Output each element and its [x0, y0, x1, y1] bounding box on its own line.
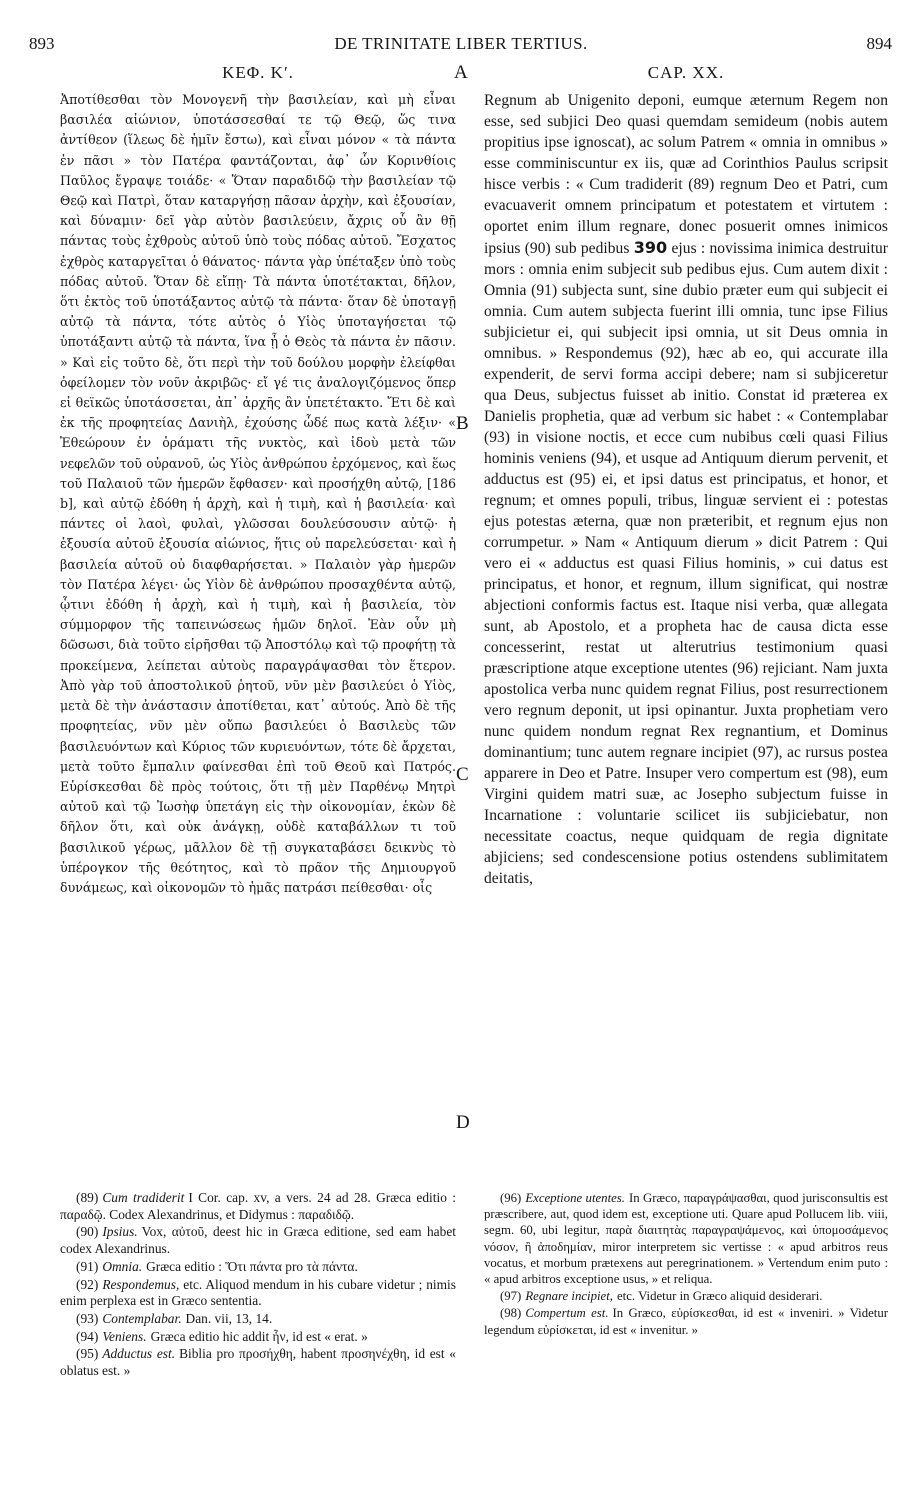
- footnote: [60, 1259, 456, 1276]
- footnote-lemma: Exceptione utentes.: [525, 1191, 625, 1205]
- footnote-number: (96): [500, 1191, 522, 1205]
- margin-letter-d: D: [456, 1112, 470, 1133]
- footnote: [60, 1329, 456, 1346]
- footnote-text: etc. Aliquod mendum in his cubare videtur ; nimis enim perplexa est in Græco sententia.: [60, 1276, 456, 1309]
- footnote-number: (90): [76, 1224, 99, 1240]
- footnote-text: Vox, αὐτοῦ, deest hic in Græca editione, sed eam habet codex Alexandrinus.: [60, 1224, 456, 1257]
- footnote-lemma: Compertum est.: [525, 1306, 609, 1321]
- footnote: [484, 1288, 888, 1304]
- margin-letter-b: B: [456, 413, 469, 434]
- footnote: [60, 1190, 456, 1223]
- footnote-number: (93): [76, 1310, 99, 1326]
- page-number-left: 893: [29, 34, 55, 53]
- footnote: [60, 1346, 456, 1379]
- footnote-lemma: Contemplabar.: [102, 1310, 182, 1326]
- latin-chapter-heading: CAP. XX.: [647, 63, 725, 82]
- footnote-lemma: Adductus est.: [102, 1346, 176, 1362]
- footnote-lemma: Cum tradiderit: [102, 1190, 185, 1205]
- footnote-text: Dan. vii, 13, 14.: [185, 1310, 273, 1326]
- footnote: [60, 1277, 456, 1310]
- footnote-text: Græca editio : Ὅτι πάντα pro τὰ πάντα.: [146, 1258, 358, 1274]
- running-header: [0, 34, 922, 54]
- footnote-text: I Cor. cap. xv, a vers. 24 ad 28. Græca editio : παραδῷ. Codex Alexandrinus, et Didymus : παραδιδῷ.: [60, 1190, 456, 1222]
- greek-text: Ἀποτίθεσθαι τὸν Μονογενῆ τὴν βασιλείαν, καὶ μὴ εἶναι βασιλέα αἰώνιον, ὑποτάσσεσθαί τε τῷ Θεῷ, ὥς τινα ἀντίθεον (ἵλεως δὲ ἡμῖν ἔστω), καὶ εἶναι μόνον « τὰ πάντα ἐν πᾶσι » τὸν Πατέρα φαντάζονται, ἀφ᾽ ὧν Κορινθίοις Παῦλος ἔγραψε τοιάδε· « Ὅταν παραδιδῷ τὴν βασιλείαν τῷ Θεῷ καὶ Πατρὶ, ὅταν καταργήσῃ πᾶσαν ἀρχὴν, καὶ ἐξουσίαν, καὶ δύναμιν· δεῖ γὰρ αὐτὸν βασιλεύειν, ἄχρις οὗ ἂν θῇ πάντας τοὺς ἐχθροὺς αὐτοῦ ὑπὸ τοὺς πόδας αὐτοῦ. Ἔσχατος ἐχθρὸς καταργεῖται ὁ θάνατος· πάντα γὰρ ὑπέταξεν ὑπὸ τοὺς πόδας αὐτοῦ. Ὅταν δὲ εἴπῃ· Τὰ πάντα ὑποτέτακται, δῆλον, ὅτι ἐκτὸς τοῦ ὑποτάξαντος αὐτῷ τὰ πάντα· ὅταν δὲ ὑποταγῇ αὐτῷ τὰ πάντα, τότε αὐτὸς ὁ Υἱὸς ὑποταγήσεται τῷ ὑποτάξαντι αὐτῷ τὰ πάντα, ἵνα ᾖ ὁ Θεὸς τὰ πάντα ἐν πᾶσιν. » Καὶ εἰς τοῦτο δὲ, ὅτι περὶ τὴν τοῦ δούλου μορφὴν ἐλείφθαι ὀφείλομεν τὸν νοῦν ἀκριβῶς· εἴ γέ τις ἀναλογιζόμενος ὅπερ εἰ θεϊκῶς ὑποτάσσεται, ἀπ᾽ ἀρχῆς ἂν ὑπετέτακτο. Ἔτι δὲ καὶ ἐκ τῆς προφητείας Δανιὴλ, ἐχούσης ὧδέ πως κατὰ λέξιν· « Ἐθεώρουν ἐν ὁράματι τῆς νυκτὸς, καὶ ἰδοὺ μετὰ τῶν νεφελῶν τοῦ οὐρανοῦ, ὡς Υἱὸς ἀνθρώπου ἐρχόμενος, καὶ ἕως τοῦ Παλαιοῦ τῶν ἡμερῶν ἔφθασεν· καὶ προσήχθη αὐτῷ, [186 b], καὶ αὐτῷ ἐδόθη ἡ ἀρχὴ, καὶ ἡ τιμὴ, καὶ ἡ βασιλεία· καὶ πάντες οἱ λαοὶ, φυλαὶ, γλῶσσαι δουλεύσουσιν αὐτῷ· ἡ ἐξουσία αὐτοῦ ἐξουσία αἰώνιος, ἥτις οὐ παρελεύσεται· καὶ ἡ βασιλεία αὐτοῦ οὐ διαφθαρήσεται. » Παλαιὸν γὰρ ἡμερῶν τὸν Πατέρα λέγει· ὡς Υἱὸν δὲ ἀνθρώπου προσαχθέντα αὐτῷ, ᾧτινι ἐδόθη ἡ ἀρχὴ, καὶ ἡ τιμὴ, καὶ ἡ βασιλεία, τὸν σύμμορφον τῆς ταπεινώσεως ἡμῶν δηλοῖ. Ἐὰν οὖν μὴ δῶσωσι, διὰ τοῦτο εἰρῆσθαι τῷ Ἀποστόλῳ καὶ τῷ προφήτῃ τὰ προκείμενα, λείπεται αὐτοὺς παραγράψασθαι τὸν ἕτερον. Ἀπὸ γὰρ τοῦ ἀποστολικοῦ ῥητοῦ, νῦν μὲν βασιλεύει ὁ Υἱὸς, μετὰ δὲ τὴν ἀνάστασιν ἀποτίθεται, κατ᾽ αὐτούς. Ἀπὸ δὲ τῆς προφητείας, νῦν μὲν οὔπω βασιλεύει ὁ Βασιλεὺς τῶν βασιλευόντων καὶ Κύριος τῶν κυριευόντων, τότε δὲ ἄρχεται, μετὰ τοῦτο ἔμπαλιν φαίνεσθαι ἐπὶ τοῦ Θεοῦ καὶ Πατρός. Εὑρίσκεσθαι δὲ πρὸς τούτοις, ὅτι τῇ μὲν Παρθένῳ Μητρὶ αὐτοῦ καὶ τῷ Ἰωσὴφ ὑπετάγη εἰς τὴν οἰκονομίαν, ἑκὼν δὲ δῆλον ὅτι, καὶ οὐκ ἀνάγκῃ, οὐδὲ καταβάλλων τι τοῦ βασιλικοῦ γέρως, μᾶλλον δὲ τῇ συγκαταβάσει δεικνὺς τὸ ὑπέρογκον τῆς θεότητος, καὶ τὸ πρᾶον τῆς Δημιουργοῦ δυνάμεως, καὶ οἰκονομῶν τὸ ἡμᾶς πατράσι πείθεσθαι· οἷς: [60, 92, 456, 895]
- footnote-number: (91): [76, 1258, 99, 1274]
- page-number-right: 894: [866, 34, 892, 53]
- greek-chapter-heading: ΚΕΦ. Κʹ.: [222, 63, 294, 82]
- footnote-lemma: Veniens.: [102, 1328, 147, 1344]
- footnote-number: (95): [76, 1346, 99, 1362]
- running-title: DE TRINITATE LIBER TERTIUS.: [334, 34, 588, 53]
- footnote-text: etc. Videtur in Græco aliquid desiderari.: [616, 1289, 823, 1304]
- footnote-lemma: Regnare incipiet,: [525, 1289, 613, 1304]
- footnote-number: (94): [76, 1328, 99, 1344]
- column-number-marker: 390: [633, 238, 668, 257]
- footnote-lemma: Omnia.: [102, 1258, 143, 1274]
- latin-text: [484, 90, 888, 889]
- margin-letter-c: C: [456, 764, 469, 785]
- latin-text-part-2: ejus : novissima inimica destruitur mors : omnia enim subjecit sub pedibus ejus. Cum autem dixit : Omnia (91) subjecta sunt, sine dubio præter eum qui subjecit ei omnia. Cum autem subjecta fuerint illi omnia, tunc ipse Filius subjicietur ei, qui subjecit ipsi omnia, ut sit Deus omnia in omnibus. » Respondemus (92), hæc ab eo, qui accurate illa expenderit, de servi forma accipi debere; nam si subjiceretur qua Deus, subjectus fuisset ab initio. Constat id præterea ex Danielis prophetia, quæ ad verbum sic habet : « Contemplabar (93) in visione noctis, et ecce cum nubibus cœli quasi Filius hominis veniens (94), et usque ad Antiquum dierum pervenit, et adductus est (95) ei, et ipsi datus est principatus, et honor, et regnum; et omnes populi, tribus, linguæ servient ei : potestas ejus potestas æterna, quæ non præteribit, et regnum ejus non corrumpetur. » Nam « Antiquum dierum » dicit Patrem : Qui vero ei « adductus est quasi Filius hominis, » cui datus est principatus, et honor, et regnum, illum significat, qui nostræ abjectioni conformis factus est. Itaque nisi verba, quæ allegata sunt, ab Apostolo, et a propheta hac de causa dicta esse concesserint, restat ut alterutrius testimonium quasi præscriptione atque exceptione utentes (96) rejiciant. Nam juxta apostolica verba nunc quidem regnat Filius, post resurrectionem vero regnum deponit, ut ipsi opinantur. Juxta prophetiam vero nunc quidem nondum regnat Rex regnantium, et Dominus dominantium; tunc autem regnare incipiet (97), ac rursus postea apparere in Deo et Patre. Insuper vero compertum est (98), eum Virgini quidem matri suæ, ac Josepho subjectum fuisse in Incarnatione : voluntarie scilicet iis subjiciebatur, non necessitate coactus, neque quidquam de regia dignitate abjiciens; sed condescensione potius ostendens sublimitatem deitatis,: [484, 240, 888, 887]
- footnote: [484, 1190, 888, 1287]
- latin-column: [484, 60, 888, 1180]
- footnote-text: In Græco, εὑρίσκεσθαι, id est « inveniri. » Videtur legendum εὑρίσκεται, id est « invenitur. »: [484, 1306, 888, 1337]
- greek-column: [60, 60, 456, 1180]
- footnote-number: (92): [76, 1276, 99, 1292]
- footnote-number: (98): [500, 1306, 522, 1321]
- margin-letter-a: A: [454, 62, 468, 83]
- footnote: [484, 1305, 888, 1337]
- footnote-text: In Græco, παραγράψασθαι, quod jurisconsultis est præscribere, aut, quod idem est, exceptione uti. Quare apud Pollucem lib. viii, segm. 60, ubi legitur, παρὰ διαιτητὰς παραγραψάμενος, καὶ ὑπομοσάμενος νόσον, ἢ ἀποδημίαν, miror interpretem sic vertisse : « apud arbitros reus vocatus, et morbum prætexens aut peregrinationem. » Vertendum enim puto : « apud arbitros exceptione usus, » et reliqua.: [484, 1191, 888, 1287]
- footnote-number: (89): [76, 1190, 99, 1205]
- footnote-lemma: Ipsius.: [102, 1224, 138, 1240]
- footnotes-right: [484, 1190, 888, 1460]
- footnote-text: Græca editio hic addit ἦν, id est « erat. »: [150, 1328, 368, 1344]
- footnote: [60, 1311, 456, 1328]
- footnote-text: Biblia pro προσήχθη, habent προσηνέχθη, id est « oblatus est. »: [60, 1346, 456, 1379]
- footnotes-left: [60, 1190, 456, 1485]
- footnote-lemma: Respondemus,: [102, 1276, 180, 1292]
- footnote: [60, 1224, 456, 1257]
- latin-text-part-1: Regnum ab Unigenito deponi, eumque æternum Regem non esse, sed subjici Deo quasi quemdam semideum (nobis autem propitius ipse ignoscat), ac solum Patrem « omnia in omnibus » esse comminiscuntur ex iis, quæ ad Corinthios Paulus scripsit hisce verbis : « Cum tradiderit (89) regnum Deo et Patri, cum evacuaverit omnem principatum et potestatem et virtutem : oportet enim illum regnare, donec posuerit omnes inimicos ipsius (90) sub pedibus: [484, 92, 888, 257]
- footnote-number: (97): [500, 1289, 522, 1304]
